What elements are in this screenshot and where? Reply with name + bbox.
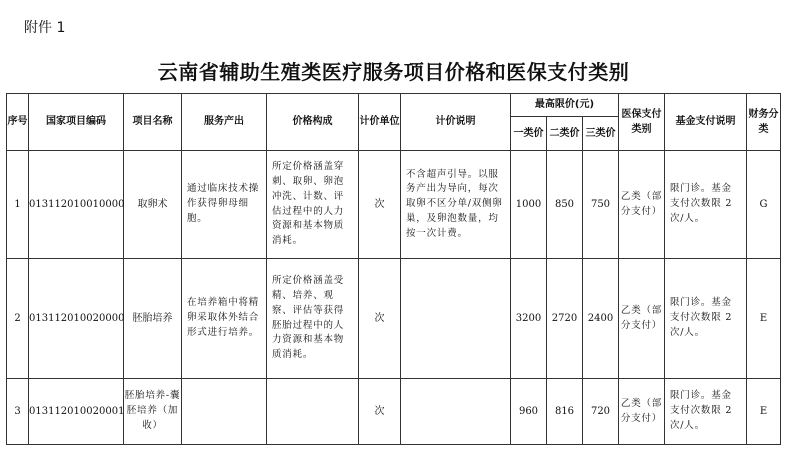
cell-explanation (401, 379, 511, 445)
cell-output: 在培养箱中将精卵采取体外结合形式进行培养。 (182, 259, 267, 379)
pricing-table (6, 93, 781, 445)
header-unit: 计价单位 (359, 94, 401, 151)
cell-fund: 限门诊。基金支付次数限 2 次/人。 (665, 259, 747, 379)
table-row (7, 259, 781, 379)
cell-finance: E (747, 259, 781, 379)
cell-price-class2: 816 (547, 379, 583, 445)
cell-code: 013112010010000 (29, 151, 124, 259)
cell-finance: E (747, 379, 781, 445)
header-finance: 财务分类 (747, 94, 781, 151)
cell-seq: 2 (7, 259, 29, 379)
cell-unit: 次 (359, 151, 401, 259)
cell-name: 取卵术 (124, 151, 182, 259)
cell-price-class1: 1000 (511, 151, 547, 259)
cell-composition: 所定价格涵盖穿刺、取卵、卵泡冲洗、计数、评估过程中的人力资源和基本物质消耗。 (267, 151, 359, 259)
cell-unit: 次 (359, 259, 401, 379)
cell-fund: 限门诊。基金支付次数限 2 次/人。 (665, 379, 747, 445)
header-explanation: 计价说明 (401, 94, 511, 151)
document-title: 云南省辅助生殖类医疗服务项目价格和医保支付类别 (157, 60, 630, 84)
cell-price-class2: 850 (547, 151, 583, 259)
table-row (7, 379, 781, 445)
cell-price-class3: 2400 (583, 259, 619, 379)
attachment-label: 附件 1 (24, 20, 66, 36)
cell-explanation (401, 259, 511, 379)
cell-code: 013112010020001 (29, 379, 124, 445)
header-output: 服务产出 (182, 94, 267, 151)
cell-finance: G (747, 151, 781, 259)
cell-seq: 3 (7, 379, 29, 445)
cell-insurance: 乙类（部分支付） (619, 151, 665, 259)
cell-composition (267, 379, 359, 445)
cell-output: 通过临床技术操作获得卵母细胞。 (182, 151, 267, 259)
cell-name: 胚胎培养 (124, 259, 182, 379)
table-row (7, 151, 781, 259)
cell-explanation: 不含超声引导。以服务产出为导向，每次取卵不区分单/双侧卵巢，及卵泡数量，均按一次计费。 (401, 151, 511, 259)
cell-seq: 1 (7, 151, 29, 259)
cell-name: 胚胎培养-囊胚培养（加收） (124, 379, 182, 445)
cell-fund: 限门诊。基金支付次数限 2 次/人。 (665, 151, 747, 259)
cell-composition: 所定价格涵盖受精、培养、观察、评估等获得胚胎过程中的人力资源和基本物质消耗。 (267, 259, 359, 379)
cell-price-class1: 960 (511, 379, 547, 445)
cell-price-class3: 750 (583, 151, 619, 259)
header-class3: 三类价 (583, 117, 619, 151)
header-max-price: 最高限价(元) (511, 94, 619, 117)
header-class1: 一类价 (511, 117, 547, 151)
cell-output (182, 379, 267, 445)
cell-price-class2: 2720 (547, 259, 583, 379)
header-seq: 序号 (7, 94, 29, 151)
header-name: 项目名称 (124, 94, 182, 151)
header-composition: 价格构成 (267, 94, 359, 151)
header-code: 国家项目编码 (29, 94, 124, 151)
cell-code: 013112010020000 (29, 259, 124, 379)
cell-price-class1: 3200 (511, 259, 547, 379)
cell-insurance: 乙类（部分支付） (619, 379, 665, 445)
cell-price-class3: 720 (583, 379, 619, 445)
header-fund: 基金支付说明 (665, 94, 747, 151)
header-insurance: 医保支付类别 (619, 94, 665, 151)
cell-insurance: 乙类（部分支付） (619, 259, 665, 379)
header-class2: 二类价 (547, 117, 583, 151)
cell-unit: 次 (359, 379, 401, 445)
